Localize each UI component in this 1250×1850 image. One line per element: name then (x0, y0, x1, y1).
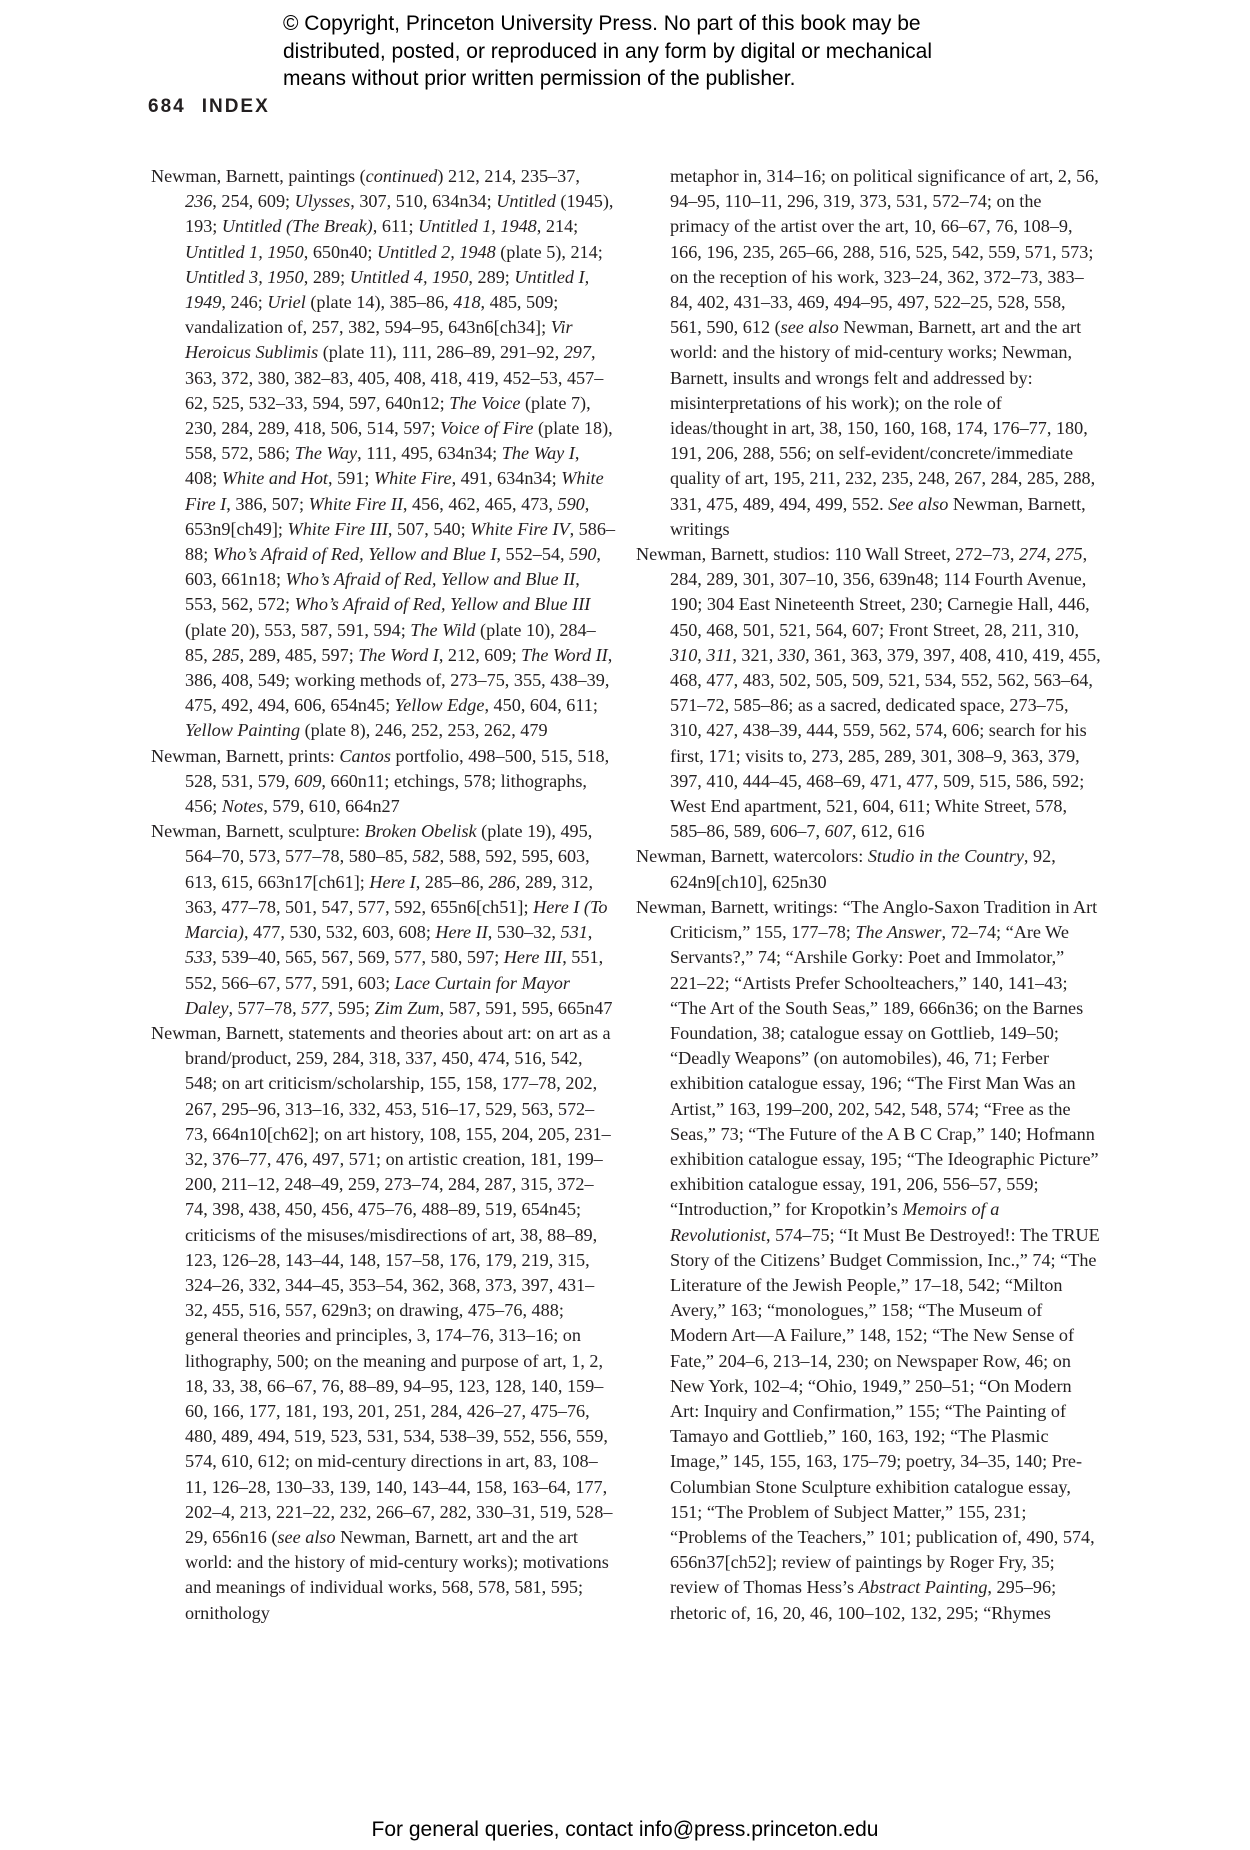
index-column-left (151, 164, 616, 1626)
index-column-right (636, 164, 1101, 1626)
copyright-line: means without prior written permission of the publisher. (283, 67, 796, 90)
copyright-notice (283, 10, 1043, 93)
section-title: INDEX (201, 96, 270, 117)
index-entry: Newman, Barnett, statements and theories about art: on art as a brand/product, 259, 284, 318, 337, 450, 474, 516, 542, 548; on art criticism/scholarship, 155, 158, 177–78, 202, 267, 295–96, 313–16, 332, 453, 516–17, 529, 563, 572–73, 664n10[ch62]; on art history, 108, 155, 204, 205, 231–32, 376–77, 476, 497, 571; on artistic creation, 181, 199–200, 211–12, 248–49, 259, 273–74, 284, 287, 315, 372–74, 398, 438, 450, 456, 475–76, 488–89, 519, 654n45; criticisms of the misuses/misdirections of art, 38, 88–89, 123, 126–28, 143–44, 148, 157–58, 176, 179, 219, 315, 324–26, 332, 344–45, 353–54, 362, 368, 373, 397, 431–32, 455, 516, 557, 629n3; on drawing, 475–76, 488; general theories and principles, 3, 174–76, 313–16; on lithography, 500; on the meaning and purpose of art, 1, 2, 18, 33, 38, 66–67, 76, 88–89, 94–95, 123, 128, 140, 159–60, 166, 177, 181, 193, 201, 251, 284, 426–27, 475–76, 480, 489, 494, 519, 523, 531, 534, 538–39, 552, 556, 559, 574, 610, 612; on mid-century directions in art, 83, 108–11, 126–28, 130–33, 139, 140, 143–44, 158, 163–64, 177, 202–4, 213, 221–22, 232, 266–67, 282, 330–31, 519, 528–29, 656n16 (see also Newman, Barnett, art and the art world: and the history of mid-century works); motivations and meanings of individual works, 568, 578, 581, 595; ornithology (151, 1022, 613, 1623)
copyright-line: © Copyright, Princeton University Press. No part of this book may be (283, 12, 921, 35)
page-number: 684 (148, 96, 186, 117)
index-entry: Newman, Barnett, watercolors: Studio in the Country, 92, 624n9[ch10], 625n30 (636, 846, 1056, 892)
index-entry: Newman, Barnett, writings: “The Anglo-Saxon Tradition in Art Criticism,” 155, 177–78; The Answer, 72–74; “Are We Servants?,” 74; “Arshile Gorky: Poet and Immolator,” 221–22; “Artists Prefer Schoolteachers,” 140, 141–43; “The Art of the South Seas,” 189, 666n36; on the Barnes Foundation, 38; catalogue essay on Gottlieb, 149–50; “Deadly Weapons” (on automobiles), 46, 71; Ferber exhibition catalogue essay, 196; “The First Man Was an Artist,” 163, 199–200, 202, 542, 548, 574; “Free as the Seas,” 73; “The Future of the A B C Crap,” 140; Hofmann exhibition catalogue essay, 195; “The Ideographic Picture” exhibition catalogue essay, 191, 206, 556–57, 559; “Introduction,” for Kropotkin’s Memoirs of a Revolutionist, 574–75; “It Must Be Destroyed!: The TRUE Story of the Citizens’ Budget Commission, Inc.,” 74; “The Literature of the Jewish People,” 17–18, 542; “Milton Avery,” 163; “monologues,” 158; “The Museum of Modern Art—A Failure,” 148, 152; “The New Sense of Fate,” 204–6, 213–14, 230; on Newspaper Row, 46; on New York, 102–4; “Ohio, 1949,” 250–51; “On Modern Art: Inquiry and Confirmation,” 155; “The Painting of Tamayo and Gottlieb,” 160, 163, 192; “The Plasmic Image,” 145, 155, 163, 175–79; poetry, 34–35, 140; Pre-Columbian Stone Sculpture exhibition catalogue essay, 151; “The Problem of Subject Matter,” 155, 231; “Problems of the Teachers,” 101; publication of, 490, 574, 656n37[ch52]; review of paintings by Roger Fry, 35; review of Thomas Hess’s Abstract Painting, 295–96; rhetoric of, 16, 20, 46, 100–102, 132, 295; “Rhymes (636, 896, 1100, 1623)
running-head (148, 96, 270, 118)
index-entry: Newman, Barnett, paintings (continued) 212, 214, 235–37, 236, 254, 609; Ulysses, 307, 510, 634n34; Untitled (1945), 193; Untitled (The Break), 611; Untitled 1, 1948, 214; Untitled 1, 1950, 650n40; Untitled 2, 1948 (plate 5), 214; Untitled 3, 1950, 289; Untitled 4, 1950, 289; Untitled I, 1949, 246; Uriel (plate 14), 385–86, 418, 485, 509; vandalization of, 257, 382, 594–95, 643n6[ch34]; Vir Heroicus Sublimis (plate 11), 111, 286–89, 291–92, 297, 363, 372, 380, 382–83, 405, 408, 418, 419, 452–53, 457–62, 525, 532–33, 594, 597, 640n12; The Voice (plate 7), 230, 284, 289, 418, 506, 514, 597; Voice of Fire (plate 18), 558, 572, 586; The Way, 111, 495, 634n34; The Way I, 408; White and Hot, 591; White Fire, 491, 634n34; White Fire I, 386, 507; White Fire II, 456, 462, 465, 473, 590, 653n9[ch49]; White Fire III, 507, 540; White Fire IV, 586–88; Who’s Afraid of Red, Yellow and Blue I, 552–54, 590, 603, 661n18; Who’s Afraid of Red, Yellow and Blue II, 553, 562, 572; Who’s Afraid of Red, Yellow and Blue III (plate 20), 553, 587, 591, 594; The Wild (plate 10), 284–85, 285, 289, 485, 597; The Word I, 212, 609; The Word II, 386, 408, 549; working methods of, 273–75, 355, 438–39, 475, 492, 494, 606, 654n45; Yellow Edge, 450, 604, 611; Yellow Painting (plate 8), 246, 252, 253, 262, 479 (151, 166, 616, 741)
index-entry-continued: metaphor in, 314–16; on political significance of art, 2, 56, 94–95, 110–11, 296, 319, 373, 531, 572–74; on the primacy of the artist over the art, 10, 66–67, 76, 108–9, 166, 196, 235, 265–66, 288, 516, 525, 542, 559, 571, 573; on the reception of his work, 323–24, 362, 372–73, 383–84, 402, 431–33, 469, 494–95, 497, 522–25, 528, 558, 561, 590, 612 (see also Newman, Barnett, art and the art world: and the history of mid-century works; Newman, Barnett, insults and wrongs felt and addressed by: misinterpretations of his work); on the role of ideas/thought in art, 38, 150, 160, 168, 174, 176–77, 180, 191, 206, 288, 556; on self-evident/concrete/immediate quality of art, 195, 211, 232, 235, 248, 267, 284, 285, 288, 331, 475, 489, 494, 499, 552. See also Newman, Barnett, writings (670, 166, 1099, 539)
index-entry: Newman, Barnett, prints: Cantos portfolio, 498–500, 515, 518, 528, 531, 579, 609, 660n11; etchings, 578; lithographs, 456; Notes, 579, 610, 664n27 (151, 745, 610, 817)
index-entry: Newman, Barnett, sculpture: Broken Obelisk (plate 19), 495, 564–70, 573, 577–78, 580–85, 582, 588, 592, 595, 603, 613, 615, 663n17[ch61]; Here I, 285–86, 286, 289, 312, 363, 477–78, 501, 547, 577, 592, 655n6[ch51]; Here I (To Marcia), 477, 530, 532, 603, 608; Here II, 530–32, 531, 533, 539–40, 565, 567, 569, 577, 580, 597; Here III, 551, 552, 566–67, 577, 591, 603; Lace Curtain for Mayor Daley, 577–78, 577, 595; Zim Zum, 587, 591, 595, 665n47 (151, 821, 613, 1018)
contact-footer: For general queries, contact info@press.princeton.edu (371, 1818, 879, 1841)
copyright-line: distributed, posted, or reproduced in any form by digital or mechanical (283, 39, 933, 63)
index-entry: Newman, Barnett, studios: 110 Wall Street, 272–73, 274, 275, 284, 289, 301, 307–10, 356, 639n48; 114 Fourth Avenue, 190; 304 East Nineteenth Street, 230; Carnegie Hall, 446, 450, 468, 501, 521, 564, 607; Front Street, 28, 211, 310, 310, 311, 321, 330, 361, 363, 379, 397, 408, 410, 419, 455, 468, 477, 483, 502, 505, 509, 521, 534, 552, 562, 563–64, 571–72, 585–86; as a sacred, dedicated space, 273–75, 310, 427, 438–39, 444, 559, 562, 574, 606; search for his first, 171; visits to, 273, 285, 289, 301, 308–9, 363, 379, 397, 410, 444–45, 468–69, 471, 477, 509, 515, 586, 592; West End apartment, 521, 604, 611; White Street, 578, 585–86, 589, 606–7, 607, 612, 616 (636, 544, 1101, 842)
